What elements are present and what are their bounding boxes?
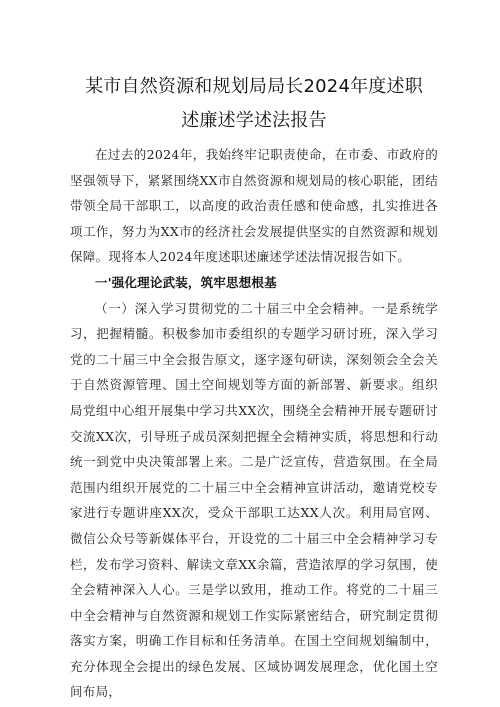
section-heading-1: 一'强化理论武装，筑牢思想根基 <box>95 274 277 290</box>
title-line-2: 述廉述学述法报告 <box>181 110 327 131</box>
section-1-paragraph-1: （一）深入学习贯彻党的二十届三中全会精神。一是系统学习，把握精髓。积极参加市委组织的专题学习研讨班，深入学习党的二十届三中全会报告原文，逐字逐句研读，深刻领会全会关于自然资源管理、国土空间规划等方面的新部署、新要求。组织局党组中心组开展集中学习共XX次，围绕全会精神开展专题研讨交流XX次，引导班子成员深刻把握全会精神实质，将思想和行动统一到党中央决策部署上来。二是广泛宣传，营造氛围。在全局范围内组织开展党的二十届三中全会精神宣讲活动，邀请党校专家进行专题讲座XX次，受众干部职工达XX人次。利用局官网、微信公众号等新媒体平台，开设党的二十届三中全会精神学习专栏，发布学习资料、解读文章XX余篇，营造浓厚的学习氛围，使全会精神深入人心。三是学以致用，推动工作。将党的二十届三中全会精神与自然资源和规划工作实际紧密结合，研究制定贯彻落实方案，明确工作目标和任务清单。在国土空间规划编制中，充分体现全会提出的绿色发展、区域协调发展理念，优化国土空间布局， <box>70 300 438 700</box>
title-line-1: 某市自然资源和规划局局长2024年度述职 <box>85 76 423 97</box>
intro-paragraph: 在过去的2024年，我始终牢记职责使命，在市委、市政府的坚强领导下，紧紧围绕XX市自然资源和规划局的核心职能，团结带领全局干部职工，以高度的政治责任感和使命感，扎实推进各项工作，努力为XX市的经济社会发展提供坚实的自然资源和规划保障。现将本人2024年度述职述廉述学述法情况报告如下。 <box>70 147 438 265</box>
document-title <box>70 70 438 138</box>
